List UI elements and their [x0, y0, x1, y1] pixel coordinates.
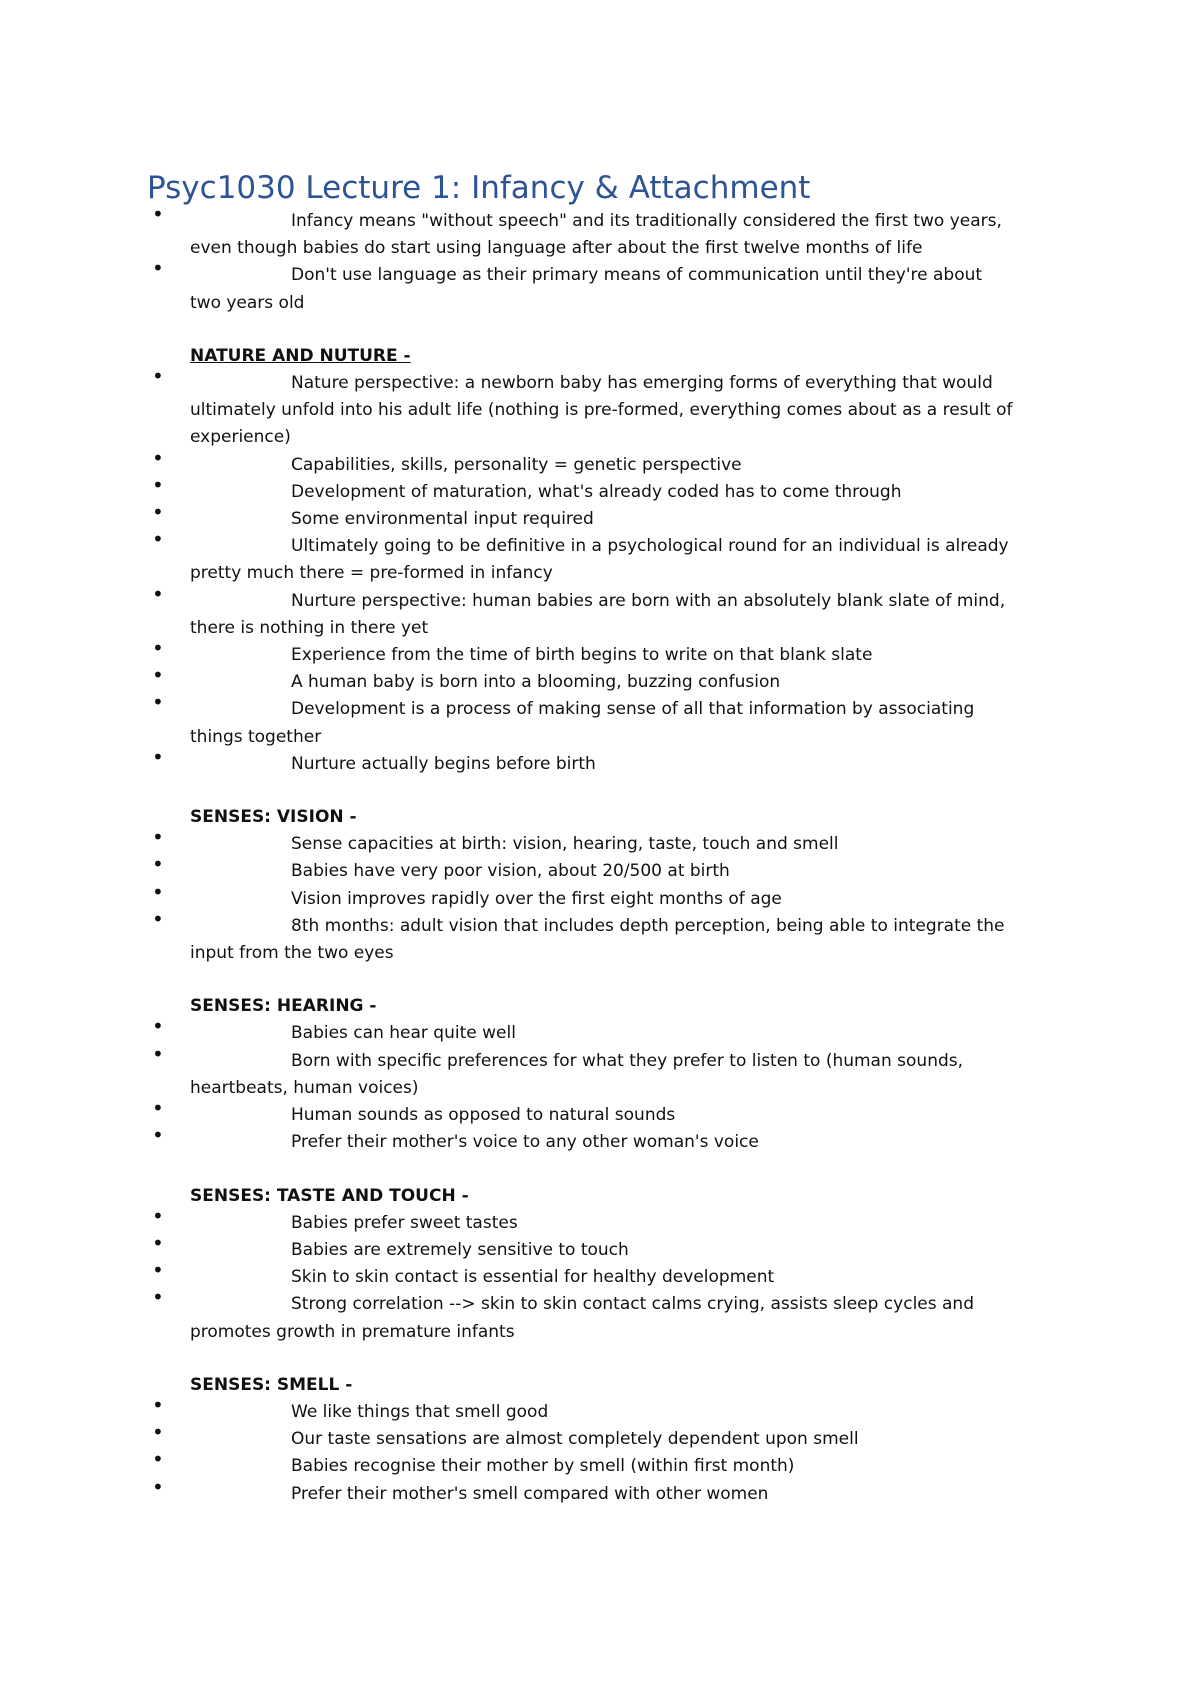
bullet-item	[0, 1123, 1200, 1156]
bullet-icon: •	[152, 1230, 164, 1255]
bullet-text: Babies can hear quite well	[291, 1023, 516, 1044]
bullet-text: Prefer their mother's smell compared with other women	[291, 1483, 769, 1504]
bullet-item	[0, 636, 1200, 669]
bullet-text: there is nothing in there yet	[190, 617, 429, 638]
bullet-text: Babies prefer sweet tastes	[291, 1212, 518, 1233]
bullet-icon: •	[152, 1096, 164, 1121]
bullet-item	[0, 202, 1200, 262]
bullet-item	[0, 1392, 1200, 1426]
bullet-icon: •	[152, 1392, 164, 1417]
bullet-item	[0, 472, 1200, 506]
bullet-text: A human baby is born into a blooming, buzzing confusion	[291, 672, 781, 693]
bullet-text: Nurture actually begins before birth	[291, 753, 596, 774]
bullet-item	[0, 1420, 1200, 1453]
bullet-icon: •	[152, 1420, 164, 1445]
bullet-text: Human sounds as opposed to natural sounds	[291, 1105, 676, 1126]
bullet-text: pretty much there = pre-formed in infancy	[190, 563, 553, 584]
bullet-icon: •	[152, 202, 164, 226]
bullet-text: even though babies do start using language after about the first twelve months of life	[190, 238, 923, 259]
bullet-icon: •	[152, 879, 164, 904]
bullet-item	[0, 663, 1200, 696]
section-heading: SENSES: TASTE AND TOUCH -	[190, 1185, 469, 1206]
bullet-icon: •	[152, 906, 164, 931]
section-heading: SENSES: VISION -	[190, 807, 357, 828]
bullet-text: Nurture perspective: human babies are born with an absolutely blank slate of mind,	[291, 590, 1006, 611]
bullet-item	[0, 256, 1200, 316]
bullet-text: Ultimately going to be definitive in a psychological round for an individual is already	[291, 536, 1009, 557]
bullet-text: Babies are extremely sensitive to touch	[291, 1239, 629, 1260]
bullet-item	[0, 364, 1200, 452]
bullet-icon: •	[152, 1474, 164, 1499]
bullet-item	[0, 500, 1200, 533]
bullet-text: Development of maturation, what's already coded has to come through	[291, 481, 902, 502]
bullet-icon: •	[152, 527, 164, 552]
bullet-text: Experience from the time of birth begins to write on that blank slate	[291, 645, 873, 666]
bullet-item	[0, 527, 1200, 587]
bullet-item	[0, 1203, 1200, 1237]
bullet-text: things together	[190, 726, 322, 747]
bullet-text: Infancy means "without speech" and its traditionally considered the first two years,	[291, 211, 1002, 231]
bullet-text: 8th months: adult vision that includes depth perception, being able to integrate the	[291, 915, 1005, 936]
notes-section	[0, 993, 1200, 1156]
bullet-text: input from the two eyes	[190, 943, 394, 964]
bullet-text: Don't use language as their primary means of communication until they're about	[291, 265, 983, 286]
notes-section	[0, 804, 1200, 967]
bullet-text: Strong correlation --> skin to skin contact calms crying, assists sleep cycles and	[291, 1294, 974, 1315]
bullet-text: ultimately unfold into his adult life (nothing is pre-formed, everything comes about as a result of	[190, 400, 1013, 421]
bullet-icon: •	[152, 1447, 164, 1472]
bullet-item	[0, 1041, 1200, 1102]
bullet-icon: •	[152, 256, 164, 281]
bullet-item	[0, 852, 1200, 885]
bullet-icon: •	[152, 1041, 164, 1066]
bullet-text: Nature perspective: a newborn baby has emerging forms of everything that would	[291, 373, 993, 394]
bullet-text: Our taste sensations are almost completely dependent upon smell	[291, 1429, 859, 1450]
bullet-icon: •	[152, 445, 164, 470]
notes-section	[0, 202, 1200, 317]
notes-section	[0, 1372, 1200, 1508]
bullet-item	[0, 1285, 1200, 1345]
bullet-text: Prefer their mother's voice to any other woman's voice	[291, 1132, 759, 1153]
bullet-item	[0, 906, 1200, 967]
page-title: Psyc1030 Lecture 1: Infancy & Attachment	[147, 170, 811, 206]
bullet-text: heartbeats, human voices)	[190, 1077, 419, 1098]
bullet-icon: •	[152, 1203, 164, 1228]
bullet-icon: •	[152, 364, 164, 389]
bullet-icon: •	[152, 744, 164, 769]
bullet-item	[0, 744, 1200, 778]
section-heading: NATURE AND NUTURE -	[190, 345, 411, 366]
bullet-text: Sense capacities at birth: vision, hearing, taste, touch and smell	[291, 834, 839, 855]
bullet-text: Born with specific preferences for what they prefer to listen to (human sounds,	[291, 1050, 964, 1071]
bullet-icon: •	[152, 852, 164, 877]
bullet-item	[0, 1447, 1200, 1480]
bullet-item	[0, 581, 1200, 642]
bullet-icon: •	[152, 636, 164, 661]
bullet-icon: •	[152, 690, 164, 715]
notes-section	[0, 1183, 1200, 1346]
section-heading: SENSES: HEARING -	[190, 996, 377, 1017]
bullet-icon: •	[152, 500, 164, 525]
bullet-item	[0, 1258, 1200, 1291]
bullet-icon: •	[152, 1285, 164, 1310]
bullet-text: Vision improves rapidly over the first eight months of age	[291, 888, 782, 909]
bullet-text: two years old	[190, 292, 305, 313]
bullet-item	[0, 1474, 1200, 1508]
bullet-text: Some environmental input required	[291, 509, 594, 530]
bullet-icon: •	[152, 663, 164, 688]
bullet-text: promotes growth in premature infants	[190, 1321, 515, 1342]
bullet-item	[0, 1230, 1200, 1264]
bullet-item	[0, 445, 1200, 479]
bullet-text: We like things that smell good	[291, 1401, 549, 1422]
bullet-icon: •	[152, 472, 164, 497]
bullet-text: Babies recognise their mother by smell (within first month)	[291, 1456, 795, 1477]
bullet-text: Skin to skin contact is essential for healthy development	[291, 1267, 775, 1288]
notes-body	[0, 202, 1200, 1508]
bullet-text: Development is a process of making sense of all that information by associating	[291, 699, 975, 720]
bullet-item	[0, 1096, 1200, 1129]
bullet-text: Capabilities, skills, personality = genetic perspective	[291, 454, 742, 475]
bullet-text: Babies have very poor vision, about 20/500 at birth	[291, 861, 730, 882]
bullet-item	[0, 690, 1200, 750]
bullet-item	[0, 825, 1200, 858]
bullet-item	[0, 879, 1200, 913]
bullet-item	[0, 1014, 1200, 1047]
section-heading: SENSES: SMELL -	[190, 1374, 353, 1395]
bullet-icon: •	[152, 825, 164, 850]
bullet-icon: •	[152, 1258, 164, 1283]
notes-section	[0, 343, 1200, 778]
bullet-icon: •	[152, 581, 164, 606]
bullet-text: experience)	[190, 427, 291, 448]
bullet-icon: •	[152, 1123, 164, 1148]
bullet-icon: •	[152, 1014, 164, 1039]
